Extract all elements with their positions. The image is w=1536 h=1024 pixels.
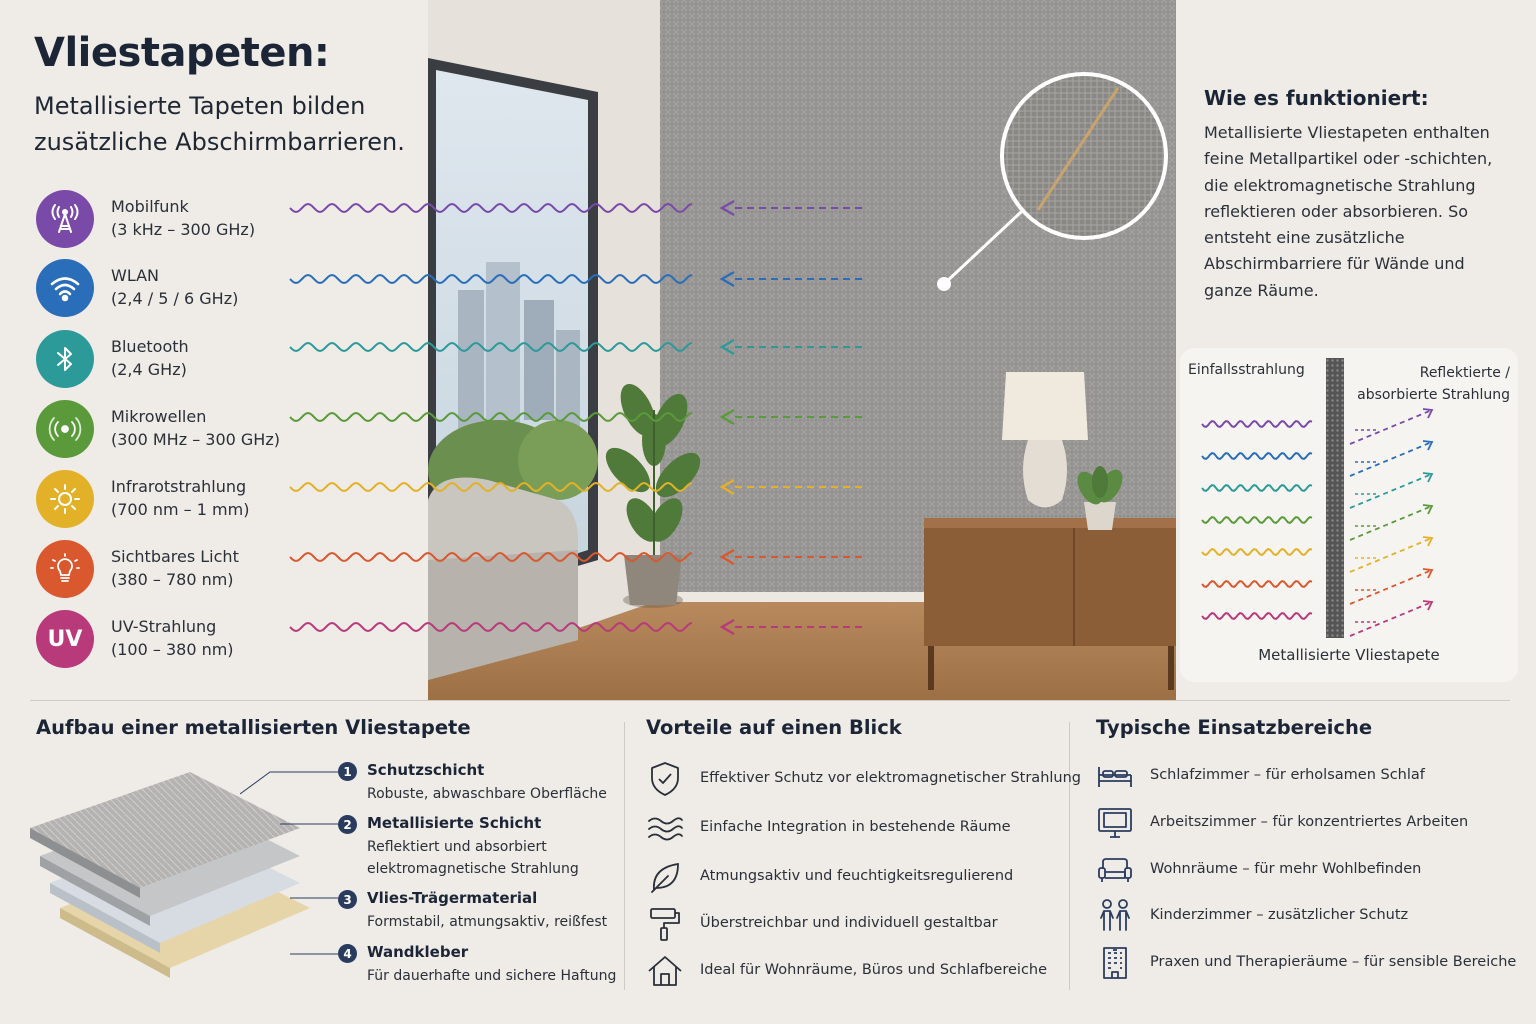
leaf-icon bbox=[646, 858, 684, 896]
advantage-text: Effektiver Schutz vor elektromagnetischer Strahlung bbox=[700, 770, 1081, 786]
radiation-item-mobilfunk bbox=[36, 190, 296, 250]
shield-check-icon bbox=[646, 760, 684, 798]
paint-roller-icon bbox=[646, 905, 684, 943]
layer-desc: Reflektiert und absorbiert elektromagnetische Strahlung bbox=[367, 839, 579, 877]
reflected-arrow-5 bbox=[1350, 570, 1432, 604]
waves-icon bbox=[646, 809, 684, 847]
radiation-range: (2,4 / 5 / 6 GHz) bbox=[111, 289, 239, 308]
radiation-range: (700 nm – 1 mm) bbox=[111, 500, 250, 519]
uv-icon bbox=[36, 610, 94, 668]
incoming-wave-1 bbox=[1202, 453, 1312, 459]
radiation-name: WLAN bbox=[111, 266, 160, 285]
reflection-caption: Metallisierte Vliestapete bbox=[1258, 646, 1440, 664]
reflected-arrow-4 bbox=[1350, 538, 1432, 572]
radiation-item-uv bbox=[36, 610, 296, 670]
house-icon bbox=[646, 952, 684, 990]
column-divider bbox=[1069, 722, 1070, 990]
outgoing-label: Reflektierte / absorbierte Strahlung bbox=[1357, 365, 1510, 403]
layer-name: Schutzschicht bbox=[367, 761, 485, 779]
radiation-item-wlan bbox=[36, 259, 296, 319]
radiation-name: Bluetooth bbox=[111, 337, 189, 356]
radiation-item-infrarot bbox=[36, 470, 296, 530]
monitor-icon bbox=[1096, 804, 1134, 842]
layer-name: Wandkleber bbox=[367, 943, 469, 961]
reflected-head-4 bbox=[1423, 537, 1432, 546]
sun-icon bbox=[36, 470, 94, 528]
radiation-name: Mobilfunk bbox=[111, 197, 189, 216]
reflected-arrow-2 bbox=[1350, 474, 1432, 508]
reflected-arrow-1 bbox=[1350, 442, 1432, 476]
radiation-name: Mikrowellen bbox=[111, 407, 207, 426]
wifi-icon bbox=[36, 259, 94, 317]
wallpaper-cross-section bbox=[1326, 358, 1344, 638]
reflected-head-1 bbox=[1423, 441, 1432, 450]
radiation-name: UV-Strahlung bbox=[111, 617, 217, 636]
reflected-head-5 bbox=[1423, 569, 1432, 578]
layer-number: 3 bbox=[338, 890, 357, 909]
incoming-wave-4 bbox=[1202, 549, 1312, 555]
layer-desc: Formstabil, atmungsaktiv, reißfest bbox=[367, 914, 608, 930]
reflected-head-3 bbox=[1423, 505, 1432, 514]
uv-badge: UV bbox=[47, 626, 83, 652]
layer-desc: Robuste, abwaschbare Oberfläche bbox=[367, 786, 607, 802]
advantage-text: Atmungsaktiv und feuchtigkeitsregulierend bbox=[700, 868, 1014, 884]
reflected-head-0 bbox=[1423, 409, 1432, 418]
advantages-title: Vorteile auf einen Blick bbox=[646, 716, 902, 739]
use-text: Kinderzimmer – zusätzlicher Schutz bbox=[1150, 907, 1409, 923]
children-icon bbox=[1096, 897, 1134, 935]
reflection-diagram bbox=[1180, 348, 1518, 682]
use-text: Wohnräume – für mehr Wohlbefinden bbox=[1150, 861, 1422, 877]
how-title: Wie es funktioniert: bbox=[1204, 86, 1429, 110]
reflected-arrow-3 bbox=[1350, 506, 1432, 540]
bluetooth-icon bbox=[36, 330, 94, 388]
reflected-arrow-0 bbox=[1350, 410, 1432, 444]
incoming-wave-6 bbox=[1202, 613, 1312, 619]
incoming-wave-0 bbox=[1202, 421, 1312, 427]
radiation-range: (3 kHz – 300 GHz) bbox=[111, 220, 256, 239]
layer-desc: Für dauerhafte und sichere Haftung bbox=[367, 968, 617, 984]
radiation-item-mikrowellen bbox=[36, 400, 296, 460]
radiation-range: (300 MHz – 300 GHz) bbox=[111, 430, 280, 449]
advantage-text: Ideal für Wohnräume, Büros und Schlafbereiche bbox=[700, 962, 1048, 978]
use-text: Praxen und Therapieräume – für sensible Bereiche bbox=[1150, 954, 1517, 970]
antenna-icon bbox=[36, 190, 94, 248]
section-divider bbox=[30, 700, 1510, 701]
how-text: Metallisierte Vliestapeten enthalten feine Metallpartikel oder -schichten, die elektromagnetische Strahlung reflektieren oder absorbieren. So entsteht eine zusätzliche Abschirmbarriere für Wände und ganze Räume. bbox=[1204, 123, 1493, 300]
layer-number: 2 bbox=[338, 815, 357, 834]
room-svg bbox=[428, 0, 1176, 700]
radiation-item-bluetooth bbox=[36, 330, 296, 390]
layer-leader-lines bbox=[240, 758, 340, 998]
incoming-wave-5 bbox=[1202, 581, 1312, 587]
reflection-svg bbox=[1180, 348, 1518, 682]
use-text: Schlafzimmer – für erholsamen Schlaf bbox=[1150, 767, 1425, 783]
layer-name: Metallisierte Schicht bbox=[367, 814, 542, 832]
building-icon bbox=[1096, 944, 1134, 982]
bed-icon bbox=[1096, 757, 1134, 795]
advantage-text: Überstreichbar und individuell gestaltbar bbox=[700, 915, 998, 931]
radiation-name: Sichtbares Licht bbox=[111, 547, 239, 566]
radiation-range: (2,4 GHz) bbox=[111, 360, 187, 379]
layer-number: 4 bbox=[338, 944, 357, 963]
layer-number: 1 bbox=[338, 762, 357, 781]
radiation-range: (380 – 780 nm) bbox=[111, 570, 234, 589]
advantage-text: Einfache Integration in bestehende Räume bbox=[700, 819, 1011, 835]
layers-title: Aufbau einer metallisierten Vliestapete bbox=[36, 716, 471, 739]
radiation-range: (100 – 380 nm) bbox=[111, 640, 234, 659]
incoming-label: Einfallsstrahlung bbox=[1188, 362, 1305, 378]
incoming-wave-3 bbox=[1202, 517, 1312, 523]
column-divider bbox=[624, 722, 625, 990]
use-text: Arbeitszimmer – für konzentriertes Arbeiten bbox=[1150, 814, 1469, 830]
page-subtitle: Metallisierte Tapeten bilden zusätzliche Abschirmbarrieren. bbox=[34, 92, 405, 156]
incoming-wave-2 bbox=[1202, 485, 1312, 491]
reflected-head-2 bbox=[1423, 473, 1432, 482]
sofa-icon bbox=[1096, 851, 1134, 889]
lightbulb-icon bbox=[36, 540, 94, 598]
page-title: Vliestapeten: bbox=[34, 30, 330, 76]
room-illustration bbox=[428, 0, 1176, 700]
radiation-name: Infrarotstrahlung bbox=[111, 477, 247, 496]
reflected-head-6 bbox=[1423, 601, 1432, 610]
uses-title: Typische Einsatzbereiche bbox=[1096, 716, 1373, 739]
radiation-item-licht bbox=[36, 540, 296, 600]
layer-name: Vlies-Trägermaterial bbox=[367, 889, 538, 907]
microwave-icon bbox=[36, 400, 94, 458]
reflected-arrow-6 bbox=[1350, 602, 1432, 636]
